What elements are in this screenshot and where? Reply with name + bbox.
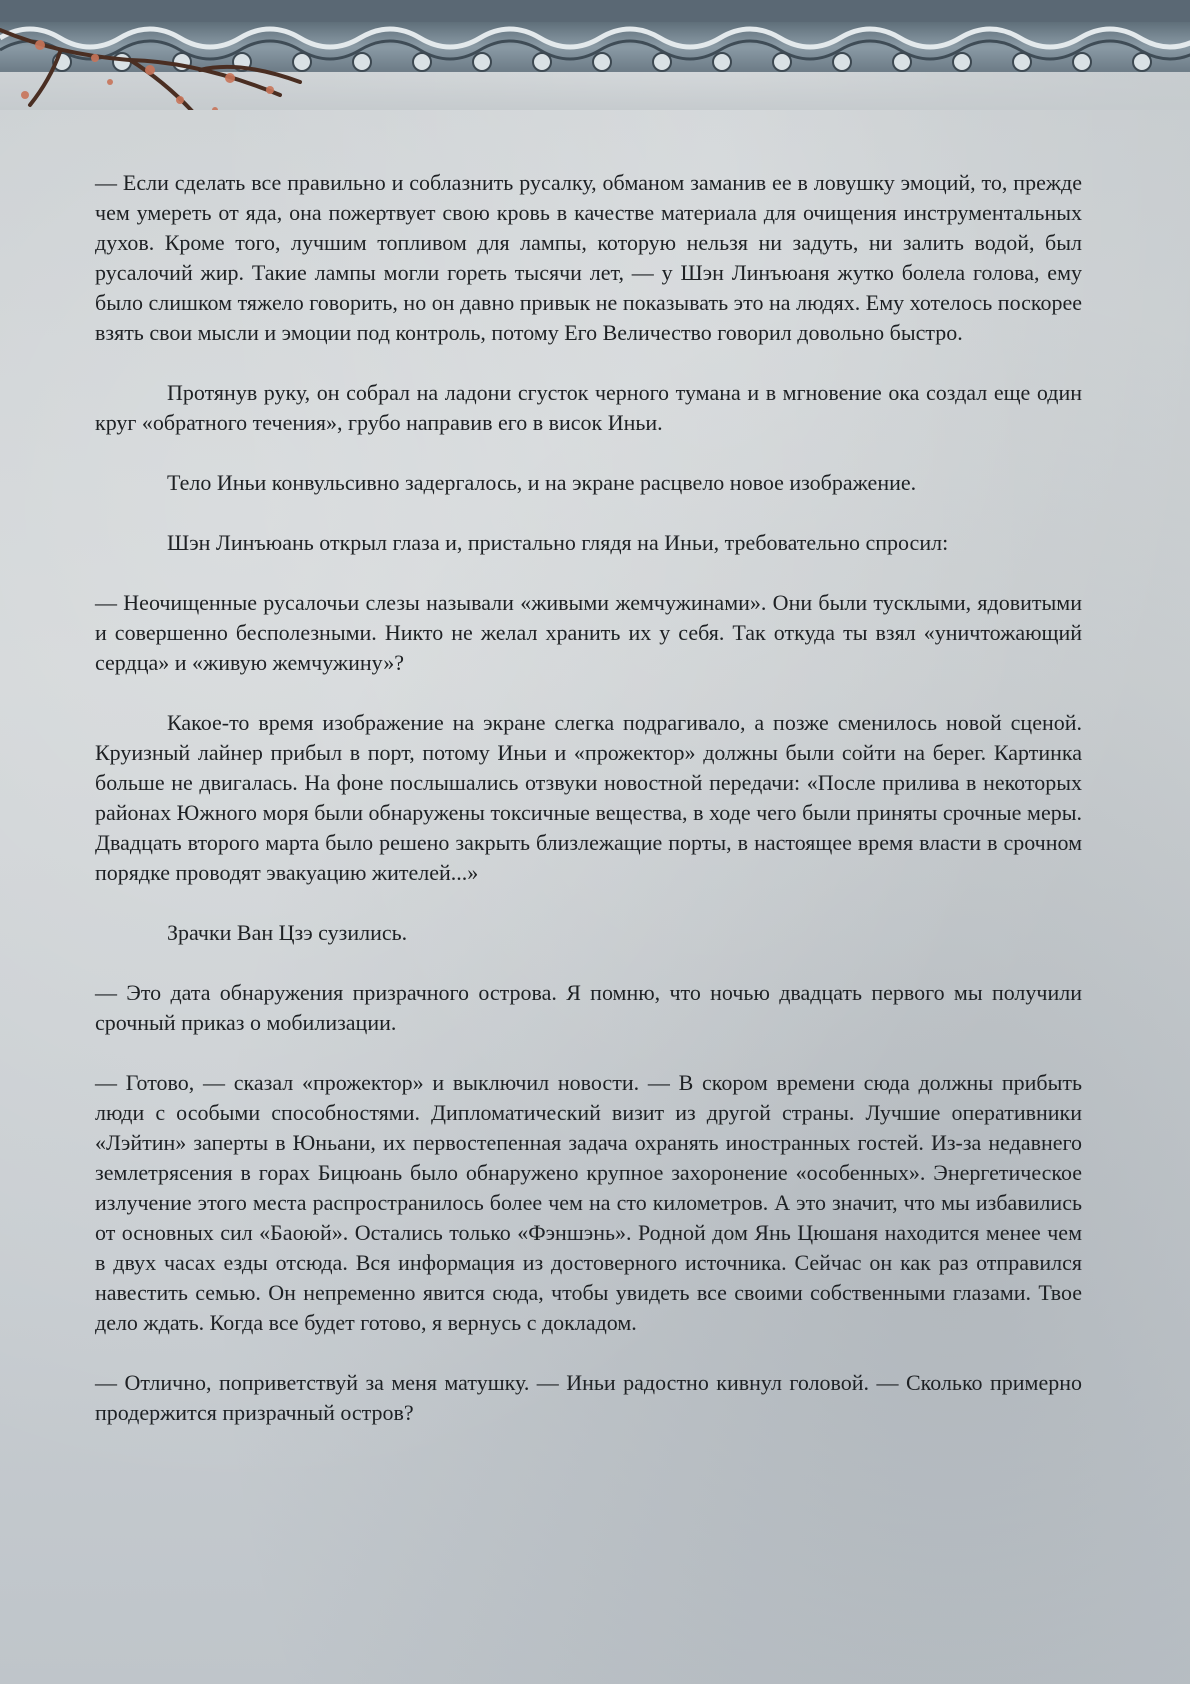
- paragraph: Зрачки Ван Цзэ сузились.: [167, 920, 408, 945]
- paragraph: Тело Иньи конвульсивно задергалось, и на экране расцвело новое изображение.: [167, 470, 917, 495]
- paragraph: Какое-то время изображение на экране слегка подрагивало, а позже сменилось новой сценой. Круизный лайнер прибыл в порт, потому Иньи и «прожектор» должны были сойти на берег. Картинка больше не двигалась. На фоне послышались отзвуки новостной передачи: «После прилива в некоторых районах Южного моря были обнаружены токсичные вещества, в ходе чего были приняты срочные меры. Двадцать второго марта было решено закрыть близлежащие порты, в настоящее время власти в срочном порядке проводят эвакуацию жителей...»: [95, 710, 1082, 885]
- paragraph: — Отлично, поприветствуй за меня матушку. — Иньи радостно кивнул головой. — Сколько примерно продержится призрачный остров?: [95, 1370, 1082, 1425]
- document-body: [95, 168, 1082, 1458]
- roof-tiles-decoration: [0, 0, 1190, 110]
- paragraph: — Готово, — сказал «прожектор» и выключил новости. — В скором времени сюда должны прибыть люди с особыми способностями. Дипломатический визит из другой страны. Лучшие оперативники «Лэйтин» заперты в Юньани, их первостепенная задача охранять иностранных гостей. Из-за недавнего землетрясения в горах Бицюань было обнаружено крупное захоронение «особенных». Энергетическое излучение этого места распространилось более чем на сто километров. А это значит, что мы избавились от основных сил «Баоюй». Остались только «Фэншэнь». Родной дом Янь Цюшаня находится менее чем в двух часах езды отсюда. Вся информация из достоверного источника. Сейчас он как раз отправился навестить семью. Он непременно явится сюда, чтобы увидеть все своими собственными глазами. Твое дело ждать. Когда все будет готово, я вернусь с докладом.: [95, 1070, 1082, 1335]
- paragraph: — Это дата обнаружения призрачного острова. Я помню, что ночью двадцать первого мы получили срочный приказ о мобилизации.: [95, 980, 1082, 1035]
- paragraph: — Неочищенные русалочьи слезы называли «живыми жемчужинами». Они были тусклыми, ядовитыми и совершенно бесполезными. Никто не желал хранить их у себя. Так откуда ты взял «уничтожающий сердца» и «живую жемчужину»?: [95, 590, 1082, 675]
- paragraph: Протянув руку, он собрал на ладони сгусток черного тумана и в мгновение ока создал еще один круг «обратного течения», грубо направив его в висок Иньи.: [95, 380, 1082, 435]
- paragraph: Шэн Линъюань открыл глаза и, пристально глядя на Иньи, требовательно спросил:: [167, 530, 949, 555]
- paragraph: — Если сделать все правильно и соблазнить русалку, обманом заманив ее в ловушку эмоций, то, прежде чем умереть от яда, она пожертвует свою кровь в качестве материала для очищения инструментальных духов. Кроме того, лучшим топливом для лампы, которую нельзя ни задуть, ни залить водой, был русалочий жир. Такие лампы могли гореть тысячи лет, — у Шэн Линъюаня жутко болела голова, ему было слишком тяжело говорить, но он давно привык не показывать это на людях. Ему хотелось поскорее взять свои мысли и эмоции под контроль, потому Его Величество говорил довольно быстро.: [95, 170, 1082, 345]
